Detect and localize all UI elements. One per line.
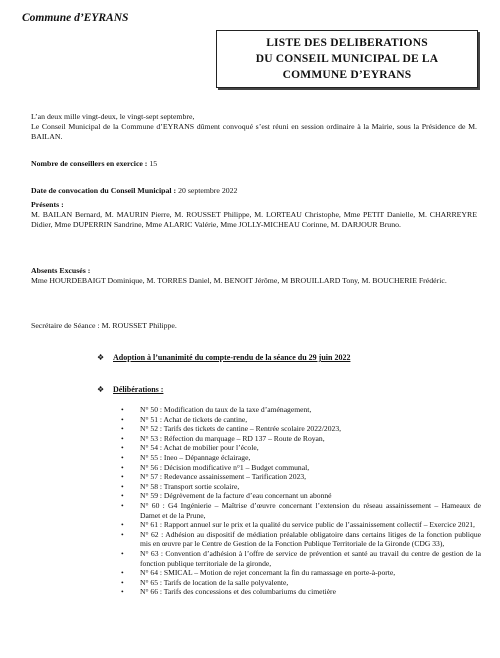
title-line-2: DU CONSEIL MUNICIPAL DE LA <box>255 53 439 65</box>
presents-list: M. BAILAN Bernard, M. MAURIN Pierre, M. ROUSSET Philippe, M. LORTEAU Christophe, Mme PETIT Danielle, M. CHARREYRE Didier, Mme DUPERRIN Sandrine, Mme ALARIC Valérie, Mme JOLLY-MICHEAU Corinne, M. DARJOUR Bruno. <box>31 210 477 230</box>
convocation-label: Date de convocation du Conseil Municipal : <box>31 186 177 195</box>
bullet-icon: • <box>121 414 124 424</box>
bullet-icon: • <box>121 587 124 597</box>
adoption-section <box>97 353 350 362</box>
list-item-text: N° 66 : Tarifs des concessions et des columbariums du cimetière <box>140 587 336 597</box>
list-item-text: N° 54 : Achat de mobilier pour l’école, <box>140 443 259 453</box>
list-item-text: N° 51 : Achat de tickets de cantine, <box>140 414 248 424</box>
list-item-text: N° 55 : Ineo – Dépannage éclairage, <box>140 452 251 462</box>
bullet-icon: • <box>121 472 124 482</box>
bullet-icon: • <box>121 500 124 510</box>
list-item <box>121 520 481 530</box>
commune-name: Commune d’EYRANS <box>22 12 129 24</box>
title-line-3: COMMUNE D’EYRANS <box>282 69 412 81</box>
list-item <box>121 482 481 492</box>
intro-session-line: Le Conseil Municipal de la Commune d’EYRANS dûment convoqué s’est réuni en session ordinaire à la Mairie, sous la Présidence de M. BAILAN. <box>31 122 477 142</box>
intro-date-line: L’an deux mille vingt-deux, le vingt-sept septembre, <box>31 112 195 121</box>
list-item <box>121 501 481 520</box>
list-item <box>121 434 481 444</box>
conseillers-line <box>31 159 477 169</box>
bullet-icon: • <box>121 568 124 578</box>
bullet-icon: • <box>121 452 124 462</box>
list-item-text: N° 57 : Redevance assainissement – Tarification 2023, <box>140 472 307 482</box>
list-item <box>121 491 481 501</box>
list-item-text: N° 56 : Décision modificative n°1 – Budget communal, <box>140 462 310 472</box>
bullet-icon: • <box>121 433 124 443</box>
convocation-line <box>31 186 477 196</box>
deliberations-list <box>121 405 481 597</box>
list-item-text: N° 53 : Réfection du marquage – RD 137 – Route de Royan, <box>140 433 325 443</box>
bullet-icon: • <box>121 443 124 453</box>
bullet-icon: • <box>121 577 124 587</box>
bullet-icon: • <box>121 529 124 539</box>
list-item-text: N° 64 : SMICAL – Motion de rejet concernant la fin du ramassage en porte-à-porte, <box>140 568 396 578</box>
bullet-icon: • <box>121 424 124 434</box>
list-item-text: N° 52 : Tarifs des tickets de cantine – Rentrée scolaire 2022/2023, <box>140 424 342 434</box>
presents-section <box>31 200 477 231</box>
bullet-icon: • <box>121 548 124 558</box>
deliberations-heading <box>97 385 163 394</box>
list-item-text: N° 65 : Tarifs de location de la salle polyvalente, <box>140 577 289 587</box>
bullet-icon: • <box>121 520 124 530</box>
list-item <box>121 405 481 415</box>
intro-paragraph <box>31 112 477 143</box>
bullet-icon: • <box>121 491 124 501</box>
title-line-1: LISTE DES DELIBERATIONS <box>266 37 428 49</box>
list-item <box>121 453 481 463</box>
list-item <box>121 424 481 434</box>
list-item <box>121 443 481 453</box>
list-item <box>121 472 481 482</box>
conseillers-value: 15 <box>149 159 158 168</box>
bullet-icon: • <box>121 405 124 414</box>
list-item-text: N° 63 : Convention d’adhésion à l’offre de service de prévention et santé au travail du centre de gestion de la fonction publique territoriale de la gironde, <box>140 548 481 568</box>
list-item <box>121 530 481 549</box>
list-item-text: N° 59 : Dégrèvement de la facture d’eau concernant un abonné <box>140 491 332 501</box>
list-item-text: N° 62 : Adhésion au dispositif de médiation préalable obligatoire dans certains litiges de la fonction publique mis en œuvre par le Centre de Gestion de la Fonction Publique Territoriale de la Gironde (CDG 33), <box>140 529 481 549</box>
secretaire-line: Secrétaire de Séance : M. ROUSSET Philippe. <box>31 321 177 330</box>
list-item-text: N° 50 : Modification du taux de la taxe d’aménagement, <box>140 405 312 414</box>
conseillers-label: Nombre de conseillers en exercice : <box>31 159 148 168</box>
list-item-text: N° 60 : G4 Ingénierie – Maîtrise d’œuvre concernant l’extension du réseau assainissement – Hameaux de Damet et de la Prune, <box>140 500 481 520</box>
deliberations-label: Délibérations : <box>113 385 164 394</box>
list-item <box>121 549 481 568</box>
presents-label: Présents : <box>31 200 64 209</box>
list-item <box>121 463 481 473</box>
bullet-icon: • <box>121 462 124 472</box>
list-item <box>121 578 481 588</box>
document-title-box <box>216 30 478 88</box>
list-item <box>121 587 481 597</box>
absents-list: Mme HOURDEBAIGT Dominique, M. TORRES Daniel, M. BENOIT Jérôme, M BROUILLARD Tony, M. BOUCHERIE Frédéric. <box>31 276 447 286</box>
absents-section <box>31 266 477 286</box>
list-item <box>121 415 481 425</box>
diamond-bullet-icon: ❖ <box>97 385 105 394</box>
list-item-text: N° 61 : Rapport annuel sur le prix et la qualité du service public de l’assainissement collectif – Exercice 2021, <box>140 520 475 530</box>
absents-label: Absents Excusés : <box>31 266 91 275</box>
diamond-bullet-icon: ❖ <box>97 353 105 362</box>
adoption-text: Adoption à l’unanimité du compte-rendu de la séance du 29 juin 2022 <box>113 353 351 362</box>
list-item-text: N° 58 : Transport sortie scolaire, <box>140 481 240 491</box>
convocation-value: 20 septembre 2022 <box>178 186 238 195</box>
list-item <box>121 568 481 578</box>
bullet-icon: • <box>121 481 124 491</box>
